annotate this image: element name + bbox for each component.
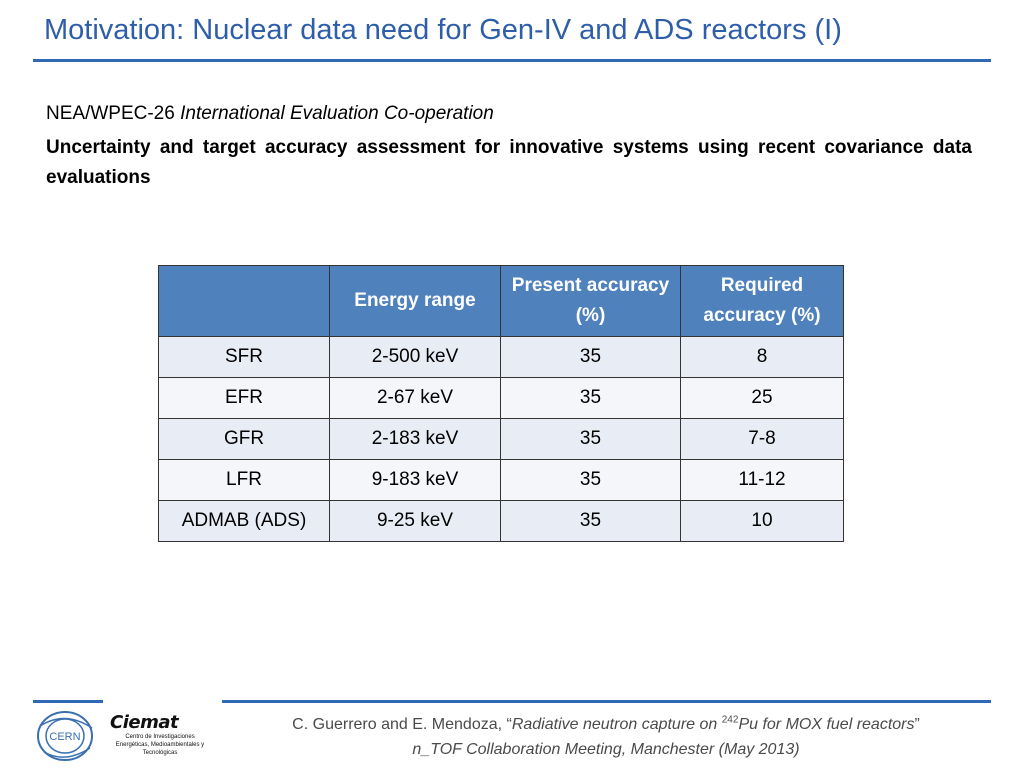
isotope-mass: 242: [721, 714, 739, 726]
footer-talk-title-a: Radiative neutron capture on: [511, 716, 722, 733]
present-cell: 35: [501, 378, 681, 419]
ciemat-subtitle: Centro de Investigaciones Energéticas, Medioambientales y Tecnológicas: [115, 734, 205, 756]
energy-cell: 9-25 keV: [330, 501, 501, 542]
cern-logo: [34, 706, 96, 764]
energy-cell: 9-183 keV: [330, 460, 501, 501]
present-cell: 35: [501, 501, 681, 542]
title-divider: [33, 59, 991, 62]
header-present-accuracy: Present accuracy (%): [501, 266, 681, 337]
required-cell: 8: [681, 337, 844, 378]
header-energy-range: Energy range: [330, 266, 501, 337]
subtitle-line: [46, 103, 494, 125]
required-cell: 25: [681, 378, 844, 419]
ciemat-logo: [110, 712, 215, 757]
footer-talk-title-b: Pu for MOX fuel reactors: [738, 716, 915, 733]
required-cell: 10: [681, 501, 844, 542]
footer-citation: [226, 712, 986, 762]
footer-close-quote: ”: [914, 716, 920, 733]
system-cell: SFR: [159, 337, 330, 378]
subtitle-italic: International Evaluation Co-operation: [180, 103, 494, 124]
study-description: Uncertainty and target accuracy assessment for innovative systems using recent covariance data evaluations: [46, 137, 972, 188]
present-cell: 35: [501, 337, 681, 378]
system-cell: LFR: [159, 460, 330, 501]
footer-line-2: [226, 737, 986, 762]
table-row: [159, 460, 844, 501]
footer-authors: C. Guerrero and E. Mendoza, “: [292, 716, 512, 733]
cern-logo-text: CERN: [49, 731, 81, 743]
present-cell: 35: [501, 460, 681, 501]
footer-line-1: [226, 712, 986, 737]
energy-cell: 2-183 keV: [330, 419, 501, 460]
system-cell: ADMAB (ADS): [159, 501, 330, 542]
required-cell: 7-8: [681, 419, 844, 460]
header-required-accuracy: Required accuracy (%): [681, 266, 844, 337]
table-row: [159, 378, 844, 419]
footer-meeting: n_TOF Collaboration Meeting, Manchester (May 2013): [412, 741, 800, 758]
system-cell: EFR: [159, 378, 330, 419]
slide-title: Motivation: Nuclear data need for Gen-IV and ADS reactors (I): [44, 14, 842, 46]
table-row: [159, 501, 844, 542]
accuracy-table: [158, 265, 844, 542]
system-cell: GFR: [159, 419, 330, 460]
energy-cell: 2-67 keV: [330, 378, 501, 419]
subtitle-prefix: NEA/WPEC-26: [46, 103, 181, 124]
table-row: [159, 419, 844, 460]
ciemat-wordmark: Ciemat: [110, 712, 179, 733]
table-header-row: [159, 266, 844, 337]
present-cell: 35: [501, 419, 681, 460]
required-cell: 11-12: [681, 460, 844, 501]
footer-divider-right: [222, 700, 991, 703]
energy-cell: 2-500 keV: [330, 337, 501, 378]
table-row: [159, 337, 844, 378]
header-cell: [159, 266, 330, 337]
footer-divider-left: [33, 700, 103, 703]
